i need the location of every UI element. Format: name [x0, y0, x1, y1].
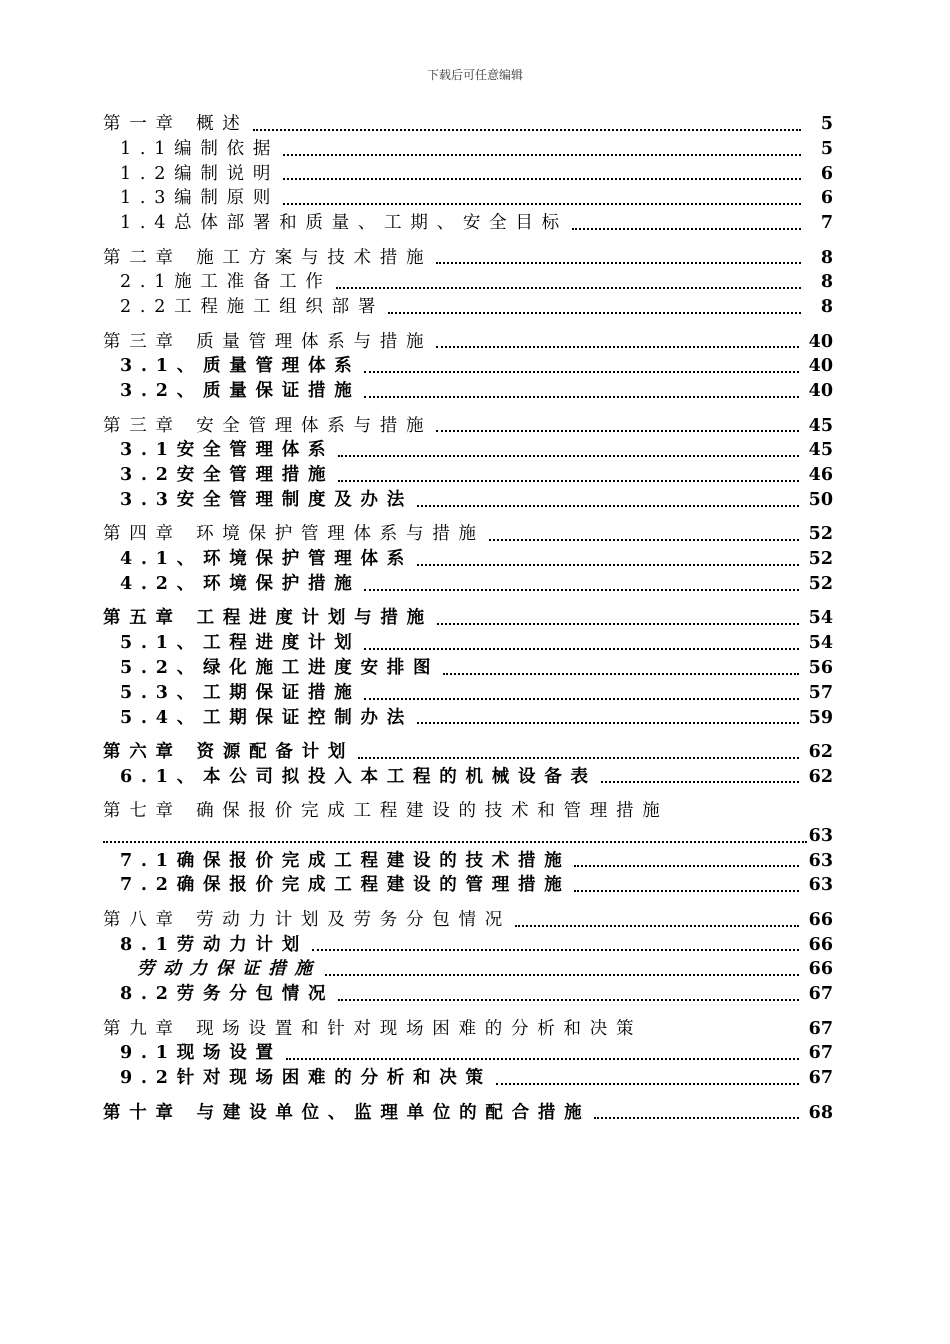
- dot-leader: [496, 1083, 799, 1085]
- toc-page-number: 52: [808, 549, 833, 570]
- toc-entry-title: 第六章 资源配备计划: [103, 741, 355, 762]
- toc-page-number: 6: [820, 188, 833, 209]
- toc-entry-title: 第五章 工程进度计划与措施: [103, 608, 433, 629]
- toc-entry-continuation: [103, 824, 833, 849]
- toc-section-entry[interactable]: [103, 137, 833, 162]
- dot-leader: [103, 841, 807, 843]
- toc-page-number: 68: [808, 1102, 833, 1123]
- toc-section-entry[interactable]: [103, 295, 833, 320]
- toc-section-entry[interactable]: [103, 186, 833, 211]
- toc-entry-title: 8.2劳务分包情况: [120, 984, 335, 1005]
- toc-page-number: 5: [820, 138, 833, 159]
- toc-section-entry[interactable]: [103, 1066, 833, 1091]
- toc-chapter-entry[interactable]: [103, 522, 833, 547]
- toc-page-number: 62: [808, 741, 833, 762]
- toc-page-number: 57: [808, 682, 833, 703]
- toc-entry-title: 第九章 现场设置和针对现场困难的分析和决策: [103, 1018, 643, 1039]
- dot-leader: [253, 129, 801, 131]
- dot-leader: [601, 781, 799, 783]
- toc-page-number: 8: [820, 247, 833, 268]
- toc-entry-title: 2.1施工准备工作: [120, 272, 332, 293]
- toc-section-entry[interactable]: [103, 681, 833, 706]
- dot-leader: [364, 589, 798, 591]
- dot-leader: [364, 396, 798, 398]
- toc-chapter-entry[interactable]: [103, 1101, 833, 1126]
- dot-leader: [489, 539, 799, 541]
- toc-page-number: 50: [808, 489, 833, 510]
- toc-page-number: 40: [808, 381, 833, 402]
- dot-leader: [358, 757, 799, 759]
- toc-entry-title: 5.3、工期保证措施: [120, 682, 361, 703]
- toc-entry-title: 4.1、环境保护管理体系: [120, 549, 413, 570]
- toc-entry-title: 5.4、工期保证控制办法: [120, 707, 413, 728]
- toc-section-entry[interactable]: [103, 873, 833, 898]
- toc-section-entry[interactable]: [103, 488, 833, 513]
- toc-entry-title: 9.2针对现场困难的分析和决策: [120, 1068, 492, 1089]
- toc-chapter-entry[interactable]: [103, 799, 833, 824]
- toc-page-number: 62: [808, 766, 833, 787]
- toc-page-number: 63: [808, 825, 833, 846]
- toc-chapter-entry[interactable]: [103, 606, 833, 631]
- toc-section-entry[interactable]: [103, 162, 833, 187]
- toc-page-number: 54: [808, 633, 833, 654]
- toc-section-entry[interactable]: [103, 438, 833, 463]
- dot-leader: [364, 648, 798, 650]
- dot-leader: [572, 228, 801, 230]
- toc-page-number: 66: [808, 959, 833, 980]
- toc-page-number: 46: [808, 465, 833, 486]
- dot-leader: [436, 262, 801, 264]
- toc-page-number: 40: [808, 356, 833, 377]
- toc-entry-title: 1.2编制说明: [120, 163, 280, 184]
- dot-leader: [417, 564, 799, 566]
- toc-page-number: 40: [808, 331, 833, 352]
- toc-page-number: 66: [808, 934, 833, 955]
- dot-leader: [283, 178, 801, 180]
- toc-entry-title: 劳动力保证措施: [137, 959, 321, 980]
- toc-chapter-entry[interactable]: [103, 112, 833, 137]
- toc-entry-title: 第三章 质量管理体系与措施: [103, 331, 433, 352]
- toc-chapter-entry[interactable]: [103, 414, 833, 439]
- toc-page-number: 6: [820, 163, 833, 184]
- dot-leader: [364, 698, 798, 700]
- toc-section-entry[interactable]: [103, 631, 833, 656]
- toc-entry-title: 1.3编制原则: [120, 188, 280, 209]
- toc-entry-title: 第二章 施工方案与技术措施: [103, 247, 433, 268]
- dot-leader: [417, 505, 799, 507]
- toc-page-number: 67: [808, 1018, 833, 1039]
- dot-leader: [283, 154, 801, 156]
- dot-leader: [338, 455, 798, 457]
- dot-leader: [388, 312, 801, 314]
- toc-entry-title: 6.1、本公司拟投入本工程的机械设备表: [120, 766, 597, 787]
- page-header: 下载后可任意编辑: [426, 68, 523, 82]
- toc-entry-title: 第七章 确保报价完成工程建设的技术和管理措施: [103, 801, 669, 822]
- toc-entry-title: 3.2安全管理措施: [120, 465, 335, 486]
- toc-entry-title: 第一章 概述: [103, 114, 249, 134]
- toc-section-entry[interactable]: [103, 547, 833, 572]
- toc-page-number: 52: [808, 573, 833, 594]
- toc-page-number: 67: [808, 1068, 833, 1089]
- toc-entry-title: 1.4总体部署和质量、工期、安全目标: [120, 213, 568, 234]
- toc-page-number: 54: [808, 608, 833, 629]
- toc-entry-title: 第十章 与建设单位、监理单位的配合措施: [103, 1102, 591, 1123]
- toc-page-number: 7: [820, 213, 833, 234]
- dot-leader: [436, 430, 798, 432]
- toc-chapter-entry[interactable]: [103, 1017, 833, 1042]
- toc-page-number: 66: [808, 909, 833, 930]
- dot-leader: [286, 1058, 799, 1060]
- toc-entry-title: 3.1安全管理体系: [120, 440, 335, 461]
- toc-page-number: 5: [820, 114, 833, 134]
- dot-leader: [325, 974, 799, 976]
- toc-entry-title: 7.2确保报价完成工程建设的管理措施: [120, 875, 571, 896]
- toc-page-number: 52: [808, 524, 833, 545]
- toc-section-entry[interactable]: [103, 933, 833, 958]
- dot-leader: [436, 346, 798, 348]
- dot-leader: [437, 623, 799, 625]
- toc-page-number: 59: [808, 707, 833, 728]
- toc-page-number: 67: [808, 984, 833, 1005]
- toc-section-entry[interactable]: [103, 1041, 833, 1066]
- toc-entry-title: 5.1、工程进度计划: [120, 633, 361, 654]
- dot-leader: [283, 203, 801, 205]
- toc-section-entry[interactable]: [103, 706, 833, 731]
- toc-page-number: 56: [808, 657, 833, 678]
- toc-entry-title: 第三章 安全管理体系与措施: [103, 415, 433, 436]
- dot-leader: [574, 865, 798, 867]
- toc-entry-title: 1.1编制依据: [120, 138, 280, 159]
- toc-chapter-entry[interactable]: [103, 330, 833, 355]
- toc-section-entry[interactable]: [103, 354, 833, 379]
- toc-section-entry[interactable]: [103, 379, 833, 404]
- dot-leader: [574, 890, 798, 892]
- toc-entry-title: 3.1、质量管理体系: [120, 356, 361, 377]
- dot-leader: [443, 673, 798, 675]
- toc-entry-title: 7.1确保报价完成工程建设的技术措施: [120, 850, 571, 871]
- toc-section-entry[interactable]: [103, 270, 833, 295]
- table-of-contents: [103, 112, 833, 1125]
- toc-chapter-entry[interactable]: [103, 246, 833, 271]
- toc-section-entry[interactable]: [103, 463, 833, 488]
- dot-leader: [417, 722, 799, 724]
- toc-entry-title: 8.1劳动力计划: [120, 934, 308, 955]
- toc-entry-title: 3.3安全管理制度及办法: [120, 489, 413, 510]
- toc-entry-title: 5.2、绿化施工进度安排图: [120, 657, 440, 678]
- dot-leader: [594, 1117, 798, 1119]
- toc-section-entry[interactable]: [103, 982, 833, 1007]
- toc-chapter-entry[interactable]: [103, 908, 833, 933]
- toc-entry-title: 3.2、质量保证措施: [120, 381, 361, 402]
- toc-section-entry[interactable]: [103, 572, 833, 597]
- toc-section-entry[interactable]: [103, 211, 833, 236]
- toc-page-number: 63: [808, 850, 833, 871]
- toc-section-entry[interactable]: [103, 849, 833, 874]
- toc-section-entry[interactable]: [103, 656, 833, 681]
- dot-leader: [364, 371, 798, 373]
- toc-page-number: 45: [808, 415, 833, 436]
- dot-leader: [338, 999, 798, 1001]
- toc-entry-title: 第四章 环境保护管理体系与措施: [103, 524, 485, 545]
- toc-page-number: 63: [808, 875, 833, 896]
- dot-leader: [338, 480, 798, 482]
- toc-page-number: 8: [820, 297, 833, 318]
- toc-chapter-entry[interactable]: [103, 740, 833, 765]
- toc-entry-title: 第八章 劳动力计划及劳务分包情况: [103, 909, 512, 930]
- toc-page-number: 45: [808, 440, 833, 461]
- toc-section-entry[interactable]: [103, 765, 833, 790]
- toc-entry-title: 4.2、环境保护措施: [120, 573, 361, 594]
- toc-entry-title: 9.1现场设置: [120, 1043, 282, 1064]
- dot-leader: [312, 949, 799, 951]
- toc-section-entry[interactable]: [103, 957, 833, 982]
- dot-leader: [515, 925, 799, 927]
- toc-entry-title: 2.2工程施工组织部署: [120, 297, 385, 318]
- toc-page-number: 67: [808, 1043, 833, 1064]
- dot-leader: [336, 287, 801, 289]
- toc-page-number: 8: [820, 272, 833, 293]
